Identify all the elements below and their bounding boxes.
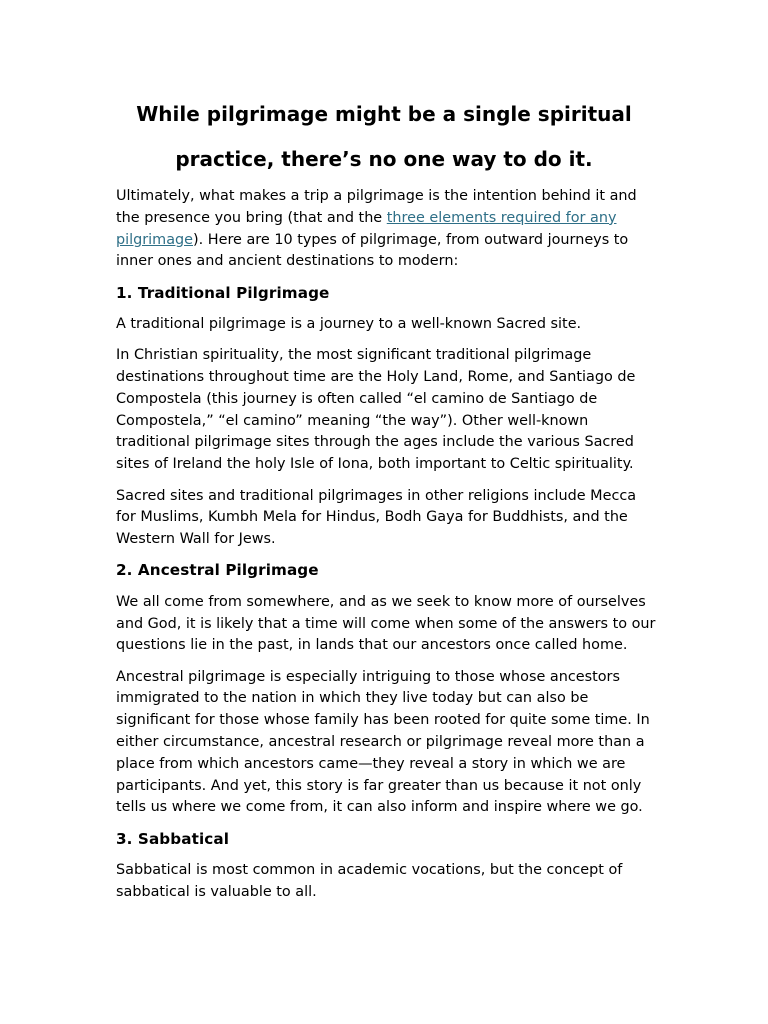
paragraph: In Christian spirituality, the most significant traditional pilgrimage destinations throughout time are the Holy Land, Rome, and Santiago de Compostela (this journey is often called “el camino de Santiago de Compostela,” “el camino” meaning “the way”). Other well-known traditional pilgrimage sites through the ages include the various Sacred sites of Ireland the holy Isle of Iona, both important to Celtic spirituality. xyxy=(116,347,636,473)
page-title: While pilgrimage might be a single spiritual practice, there’s no one way to do it. xyxy=(136,102,632,171)
paragraph: A traditional pilgrimage is a journey to a well-known Sacred site. xyxy=(116,315,582,332)
intro-text-after-link: ). Here are 10 types of pilgrimage, from outward journeys to inner ones and ancient destinations to modern: xyxy=(116,231,629,270)
three-elements-link[interactable]: three elements required for any pilgrimage xyxy=(116,209,617,248)
section-heading-sabbatical: 3. Sabbatical xyxy=(116,829,230,848)
paragraph: We all come from somewhere, and as we seek to know more of ourselves and God, it is likely that a time will come when some of the answers to our questions lie in the past, in lands that our ancestors once called home. xyxy=(116,593,656,654)
paragraph: Sabbatical is most common in academic vocations, but the concept of sabbatical is valuable to all. xyxy=(116,862,623,900)
intro-text-before-link: Ultimately, what makes a trip a pilgrimage is the intention behind it and the presence you bring (that and the xyxy=(116,188,637,226)
intro-paragraph xyxy=(116,186,656,273)
section-heading-ancestral: 2. Ancestral Pilgrimage xyxy=(116,561,319,580)
section-heading-traditional: 1. Traditional Pilgrimage xyxy=(116,283,330,302)
paragraph: Ancestral pilgrimage is especially intriguing to those whose ancestors immigrated to the nation in which they live today but can also be significant for those whose family has been rooted for quite some time. In either circumstance, ancestral research or pilgrimage reveal more than a place from which ancestors came—they reveal a story in which we are participants. And yet, this story is far greater than us because it not only tells us where we come from, it can also inform and inspire where we go. xyxy=(116,668,650,816)
document-body xyxy=(116,186,656,913)
paragraph: Sacred sites and traditional pilgrimages in other religions include Mecca for Muslims, Kumbh Mela for Hindus, Bodh Gaya for Buddhists, and the Western Wall for Jews. xyxy=(116,487,637,548)
